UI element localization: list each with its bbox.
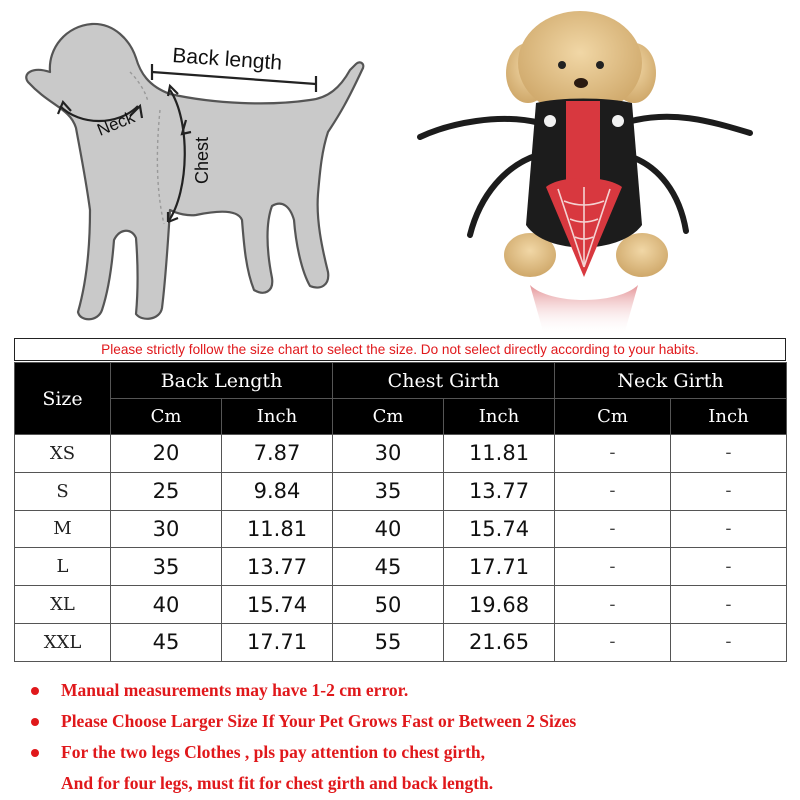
back-length-inch-cell: 13.77 <box>222 548 333 586</box>
plush-nose <box>574 78 588 88</box>
size-column-header: Size <box>15 363 111 435</box>
bullet-icon <box>31 749 39 757</box>
back-length-cm-cell: 20 <box>111 435 222 473</box>
back-length-cm-cell: 40 <box>111 586 222 624</box>
chest-girth-inch-cell: 15.74 <box>444 510 555 548</box>
table-row <box>15 472 787 510</box>
size-cell: XL <box>15 586 111 624</box>
size-cell: XXL <box>15 623 111 661</box>
neck-girth-cm-cell: - <box>555 548 671 586</box>
plush-eye-left <box>558 61 566 69</box>
neck-label: Neck <box>94 107 138 140</box>
back-length-cm-cell: 30 <box>111 510 222 548</box>
table-row <box>15 586 787 624</box>
neck-girth-cm-cell: - <box>555 510 671 548</box>
chest-girth-cm-cell: 55 <box>333 623 444 661</box>
note-text-continued: And for four legs, must fit for chest girth and back length. <box>61 773 494 793</box>
back-length-label: Back length <box>171 44 283 75</box>
back-length-header: Back Length <box>111 363 333 399</box>
unit-header: Cm <box>555 399 671 435</box>
costume-red-stripe <box>566 101 600 191</box>
back-length-inch-cell: 9.84 <box>222 472 333 510</box>
table-row <box>15 623 787 661</box>
table-header-row <box>15 363 787 399</box>
note-text: Manual measurements may have 1-2 cm error. <box>61 680 409 700</box>
table-row <box>15 548 787 586</box>
unit-header: Inch <box>444 399 555 435</box>
plush-paw-right <box>616 233 668 277</box>
neck-girth-inch-cell: - <box>671 472 787 510</box>
chest-girth-cm-cell: 30 <box>333 435 444 473</box>
neck-girth-inch-cell: - <box>671 510 787 548</box>
neck-girth-cm-cell: - <box>555 623 671 661</box>
table-unit-row <box>15 399 787 435</box>
chest-girth-cm-cell: 35 <box>333 472 444 510</box>
neck-girth-cm-cell: - <box>555 586 671 624</box>
chest-girth-cm-cell: 40 <box>333 510 444 548</box>
note-item <box>28 737 788 799</box>
chest-label: Chest <box>192 136 212 184</box>
neck-girth-inch-cell: - <box>671 623 787 661</box>
back-length-cm-cell: 45 <box>111 623 222 661</box>
bullet-icon <box>31 687 39 695</box>
note-item <box>28 706 788 737</box>
note-text: For the two legs Clothes , pls pay attention to chest girth, <box>61 742 486 762</box>
dog-measurement-diagram <box>10 10 380 330</box>
product-photo-spider-costume <box>410 5 790 335</box>
size-cell: L <box>15 548 111 586</box>
chest-girth-inch-cell: 11.81 <box>444 435 555 473</box>
back-length-inch-cell: 15.74 <box>222 586 333 624</box>
neck-girth-inch-cell: - <box>671 435 787 473</box>
table-row <box>15 510 787 548</box>
floor-reflection <box>530 285 638 335</box>
notes-list <box>28 675 788 799</box>
chest-girth-inch-cell: 19.68 <box>444 586 555 624</box>
unit-header: Cm <box>111 399 222 435</box>
chest-girth-header: Chest Girth <box>333 363 555 399</box>
back-length-cm-cell: 25 <box>111 472 222 510</box>
neck-girth-cm-cell: - <box>555 435 671 473</box>
unit-header: Cm <box>333 399 444 435</box>
size-cell: M <box>15 510 111 548</box>
size-chart-table <box>14 362 787 662</box>
neck-girth-inch-cell: - <box>671 548 787 586</box>
back-length-cm-cell: 35 <box>111 548 222 586</box>
size-cell: S <box>15 472 111 510</box>
back-length-inch-cell: 11.81 <box>222 510 333 548</box>
plush-eye-right <box>596 61 604 69</box>
neck-girth-inch-cell: - <box>671 586 787 624</box>
chest-girth-inch-cell: 13.77 <box>444 472 555 510</box>
neck-girth-header: Neck Girth <box>555 363 787 399</box>
note-text: Please Choose Larger Size If Your Pet Grows Fast or Between 2 Sizes <box>61 711 577 731</box>
unit-header: Inch <box>671 399 787 435</box>
chest-girth-inch-cell: 17.71 <box>444 548 555 586</box>
back-length-inch-cell: 7.87 <box>222 435 333 473</box>
size-cell: XS <box>15 435 111 473</box>
costume-eye-right <box>612 115 624 127</box>
chest-girth-cm-cell: 45 <box>333 548 444 586</box>
chest-girth-cm-cell: 50 <box>333 586 444 624</box>
chest-girth-inch-cell: 21.65 <box>444 623 555 661</box>
unit-header: Inch <box>222 399 333 435</box>
costume-eye-left <box>544 115 556 127</box>
bullet-icon <box>31 718 39 726</box>
note-item <box>28 675 788 706</box>
size-notice-banner: Please strictly follow the size chart to select the size. Do not select directly according to your habits. <box>14 338 786 361</box>
back-length-inch-cell: 17.71 <box>222 623 333 661</box>
table-row <box>15 435 787 473</box>
neck-girth-cm-cell: - <box>555 472 671 510</box>
